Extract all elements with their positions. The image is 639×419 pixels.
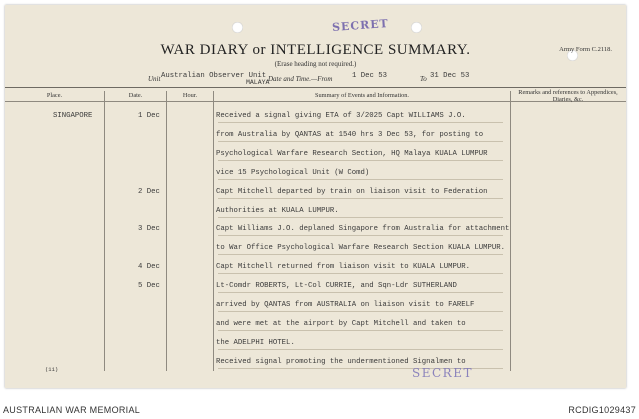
entry-underline — [218, 160, 503, 161]
entry-text: vice 15 Psychological Unit (W Comd) — [216, 168, 370, 177]
table-top-rule — [5, 87, 626, 88]
entry-text: to War Office Psychological Warfare Research Section KUALA LUMPUR. — [216, 244, 506, 253]
entry-text: Lt-Comdr ROBERTS, Lt-Col CURRIE, and Sqn-Ldr SUTHERLAND — [216, 282, 457, 291]
column-header-place: Place. — [46, 92, 63, 99]
punch-hole-left — [232, 22, 243, 33]
unit-value: Australian Observer Unit — [161, 72, 267, 80]
entry-text: Authorities at KUALA LUMPUR. — [216, 206, 339, 215]
entry-text: Capt Williams J.O. deplaned Singapore from Australia for attachment — [216, 225, 510, 234]
secret-stamp-bottom: SECRET — [412, 366, 473, 380]
footer-archive-name: AUSTRALIAN WAR MEMORIAL — [3, 405, 141, 415]
page-subtitle: (Erase heading not required.) — [274, 60, 357, 68]
entry-date: 3 Dec — [138, 225, 160, 234]
entry-underline — [218, 254, 503, 255]
entry-underline — [218, 292, 503, 293]
entry-text: Capt Mitchell returned from liaison visit to KUALA LUMPUR. — [216, 263, 470, 272]
date-from: 1 Dec 53 — [352, 72, 388, 80]
column-divider-summary — [510, 91, 511, 371]
entry-date: 1 Dec — [138, 112, 160, 120]
entry-underline — [218, 349, 503, 350]
entry-text: Capt Mitchell departed by train on liaison visit to Federation — [216, 187, 488, 196]
entry-text: Received signal promoting the undermentioned Signalmen to — [216, 357, 466, 366]
entry-text: arrived by QANTAS from AUSTRALIA on liaison visit to FARELF — [216, 301, 475, 309]
entry-underline — [218, 122, 503, 123]
entry-text: Received a signal giving ETA of 3/2025 Capt WILLIAMS J.O. — [216, 112, 466, 120]
entry-underline — [218, 179, 503, 180]
entry-underline — [218, 273, 503, 274]
entry-date: 5 Dec — [138, 282, 160, 291]
entry-underline — [218, 198, 503, 199]
region-value: MALAYA — [246, 79, 270, 86]
diary-page — [5, 5, 626, 388]
column-header-summary: Summary of Events and Information. — [315, 92, 409, 99]
footer-record-id: RCDIG1029437 — [568, 405, 636, 415]
column-divider-place — [104, 91, 105, 371]
entry-text: from Australia by QANTAS at 1540 hrs 3 Dec 53, for posting to — [216, 130, 484, 139]
entry-underline — [218, 235, 503, 236]
column-divider-date — [166, 91, 167, 371]
entry-underline — [218, 330, 503, 331]
entry-text: Psychological Warfare Research Section, HQ Malaya KUALA LUMPUR — [216, 149, 488, 158]
entry-underline — [218, 311, 503, 312]
column-header-remarks: Remarks and references to Appendices, Diaries, &c. — [518, 89, 618, 103]
column-header-hour: Hour. — [182, 92, 198, 99]
column-divider-hour — [213, 91, 214, 371]
form-number: (11) — [45, 366, 59, 373]
unit-label: Unit — [148, 75, 161, 83]
entry-place: SINGAPORE — [53, 112, 93, 120]
page-title: WAR DIARY or INTELLIGENCE SUMMARY. — [160, 42, 471, 58]
entry-text: and were met at the airport by Capt Mitchell and taken to — [216, 319, 466, 328]
entry-date: 4 Dec — [138, 263, 160, 272]
entry-underline — [218, 217, 503, 218]
entry-date: 2 Dec — [138, 187, 160, 196]
secret-stamp-top: SECRET — [331, 17, 390, 34]
to-label: To — [420, 75, 427, 83]
army-form-label: Army Form C.2118. — [559, 46, 612, 53]
entry-underline — [218, 141, 503, 142]
punch-hole-right — [411, 22, 422, 33]
entry-text: the ADELPHI HOTEL. — [216, 338, 295, 347]
column-header-date: Date. — [128, 92, 143, 99]
date-to: 31 Dec 53 — [430, 72, 470, 80]
date-label: Date and Time.—From — [268, 75, 333, 83]
